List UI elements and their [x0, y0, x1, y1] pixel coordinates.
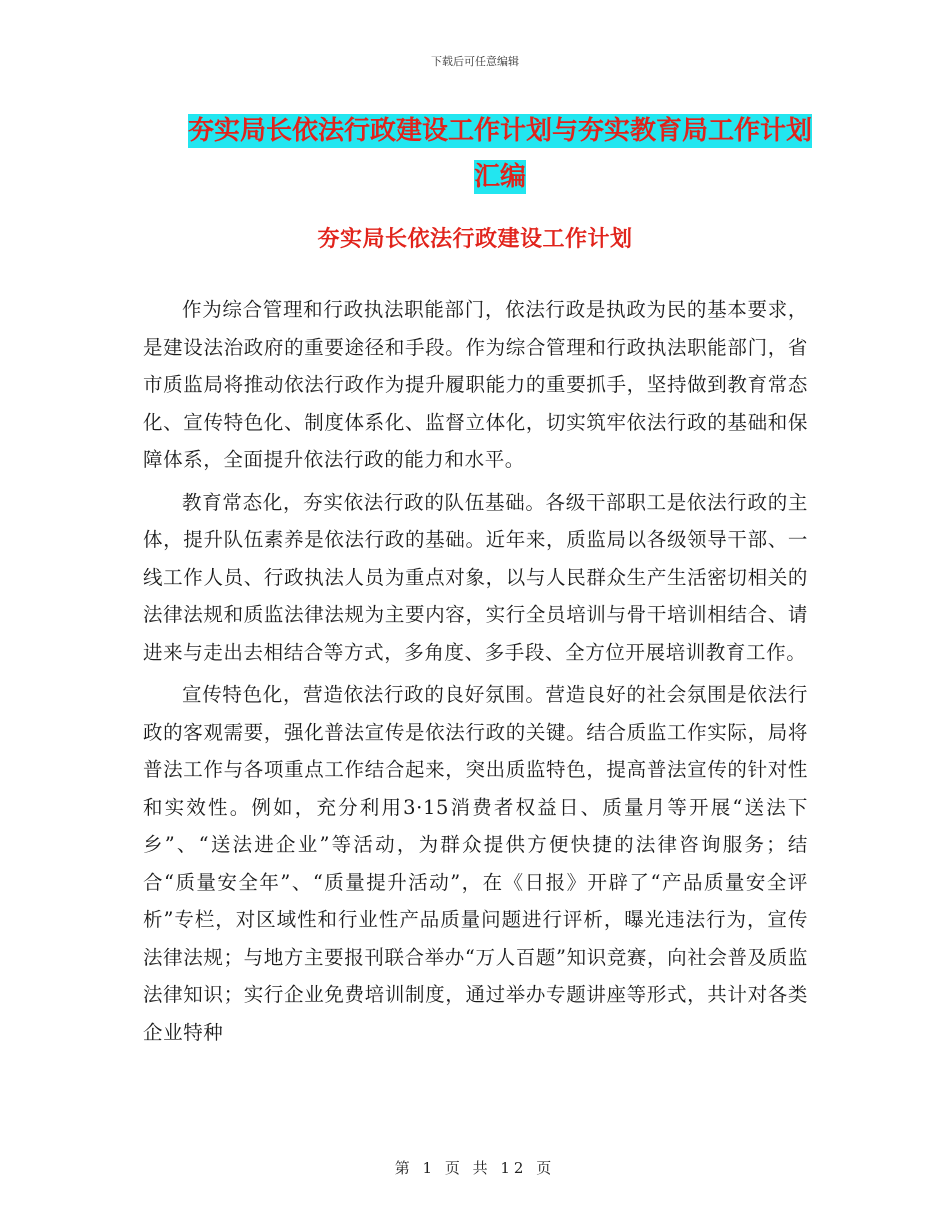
paragraph-2: 教育常态化，夯实依法行政的队伍基础。各级干部职工是依法行政的主体，提升队伍素养是依法行政的基础。近年来，质监局以各级领导干部、一线工作人员、行政执法人员为重点对象，以与人民群众生产生活密切相关的法律法规和质监法律法规为主要内容，实行全员培训与骨干培训相结合、请进来与走出去相结合等方式，多角度、多手段、全方位开展培训教育工作。 [143, 490, 808, 664]
page-number-footer: 第 1 页 共 12 页 [394, 1159, 556, 1177]
section-title: 夯实局长依法行政建设工作计划 [317, 227, 633, 252]
body-text [143, 291, 808, 1056]
document-title [180, 108, 820, 200]
paragraph-1: 作为综合管理和行政执法职能部门，依法行政是执政为民的基本要求，是建设法治政府的重要途径和手段。作为综合管理和行政执法职能部门，省市质监局将推动依法行政作为提升履职能力的重要抓手，坚持做到教育常态化、宣传特色化、制度体系化、监督立体化，切实筑牢依法行政的基础和保障体系，全面提升依法行政的能力和水平。 [143, 298, 808, 471]
header-note: 下载后可任意编辑 [431, 55, 519, 68]
paragraph-3: 宣传特色化，营造依法行政的良好氛围。营造良好的社会氛围是依法行政的客观需要，强化普法宣传是依法行政的关键。结合质监工作实际，局将普法工作与各项重点工作结合起来，突出质监特色，提高普法宣传的针对性和实效性。例如，充分利用3·15消费者权益日、质量月等开展“送法下乡”、“送法进企业”等活动，为群众提供方便快捷的法律咨询服务；结合“质量安全年”、“质量提升活动”，在《日报》开辟了“产品质量安全评析”专栏，对区域性和行业性产品质量问题进行评析，曝光违法行为，宣传法律法规；与地方主要报刊联合举办“万人百题”知识竞赛，向社会普及质监法律知识；实行企业免费培训制度，通过举办专题讲座等形式，共计对各类企业特种 [143, 683, 808, 1044]
document-title-text: 夯实局长依法行政建设工作计划与夯实教育局工作计划汇编 [187, 116, 812, 192]
